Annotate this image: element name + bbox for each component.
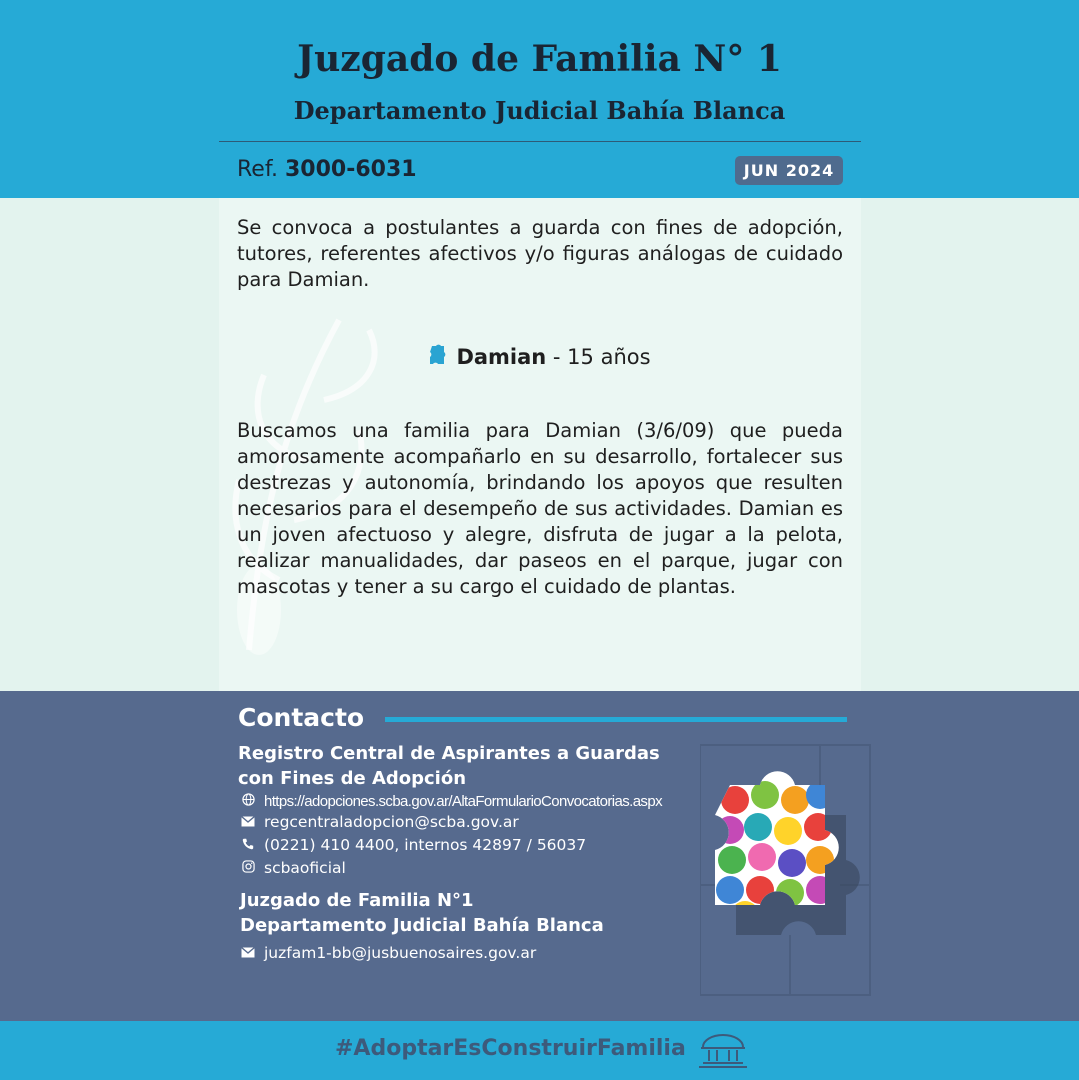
email-icon	[240, 947, 256, 962]
child-age: - 15 años	[546, 345, 651, 369]
ref-label: Ref.	[237, 157, 278, 182]
contact-phone-row	[240, 836, 586, 854]
page-title: Juzgado de Familia N° 1	[297, 38, 782, 80]
court-name	[240, 888, 604, 938]
registry-url-link[interactable]: https://adopciones.scba.gov.ar/AltaFormularioConvocatorias.aspx	[264, 793, 662, 810]
puzzle-piece-icon	[428, 344, 446, 371]
globe-icon	[240, 793, 256, 810]
instagram-icon	[240, 860, 256, 877]
contact-url-row	[240, 792, 662, 810]
registry-line-1: Registro Central de Aspirantes a Guardas	[238, 743, 660, 764]
hashtag: #AdoptarEsConstruirFamilia	[335, 1036, 686, 1061]
child-line	[0, 344, 1079, 371]
court-line-2: Departamento Judicial Bahía Blanca	[240, 915, 604, 936]
description-text: Buscamos una familia para Damian (3/6/09) que pueda amorosamente acompañarlo en su desarrollo, fortalecer sus destrezas y autonomía, brindando los apoyos que resulten necesarios para el desempeño de sus actividades. Damian es un joven afectuoso y alegre, disfruta de jugar a la pelota, realizar manualidades, dar paseos en el parque, jugar con mascotas y tener a su cargo el cuidado de plantas.	[237, 419, 843, 598]
reference	[237, 157, 417, 182]
court-building-icon	[697, 1031, 749, 1071]
ref-number: 3000-6031	[284, 157, 417, 182]
date-badge: JUN 2024	[735, 156, 843, 185]
page-subtitle: Departamento Judicial Bahía Blanca	[293, 96, 786, 125]
child-name: Damian	[456, 345, 547, 369]
phone-icon	[240, 838, 256, 854]
court-email-link[interactable]: juzfam1-bb@jusbuenosaires.gov.ar	[264, 944, 537, 962]
court-email-row	[240, 944, 536, 962]
contact-heading: Contacto	[238, 703, 365, 732]
court-line-1: Juzgado de Familia N°1	[240, 890, 474, 911]
intro-text: Se convoca a postulantes a guarda con fines de adopción, tutores, referentes afectivos y/o figuras análogas de cuidado para Damian.	[237, 216, 843, 291]
contact-instagram-row	[240, 859, 346, 877]
registry-line-2: con Fines de Adopción	[238, 768, 467, 789]
registry-email-link[interactable]: regcentraladopcion@scba.gov.ar	[264, 813, 519, 831]
instagram-handle-link[interactable]: scbaoficial	[264, 859, 346, 877]
header-divider	[219, 141, 861, 142]
contact-email-row	[240, 813, 519, 831]
email-icon	[240, 816, 256, 831]
contact-heading-rule	[385, 717, 847, 722]
puzzle-hearts-icon	[700, 735, 875, 1005]
registry-phone: (0221) 410 4400, internos 42897 / 56037	[264, 836, 587, 854]
registry-name	[238, 741, 668, 791]
